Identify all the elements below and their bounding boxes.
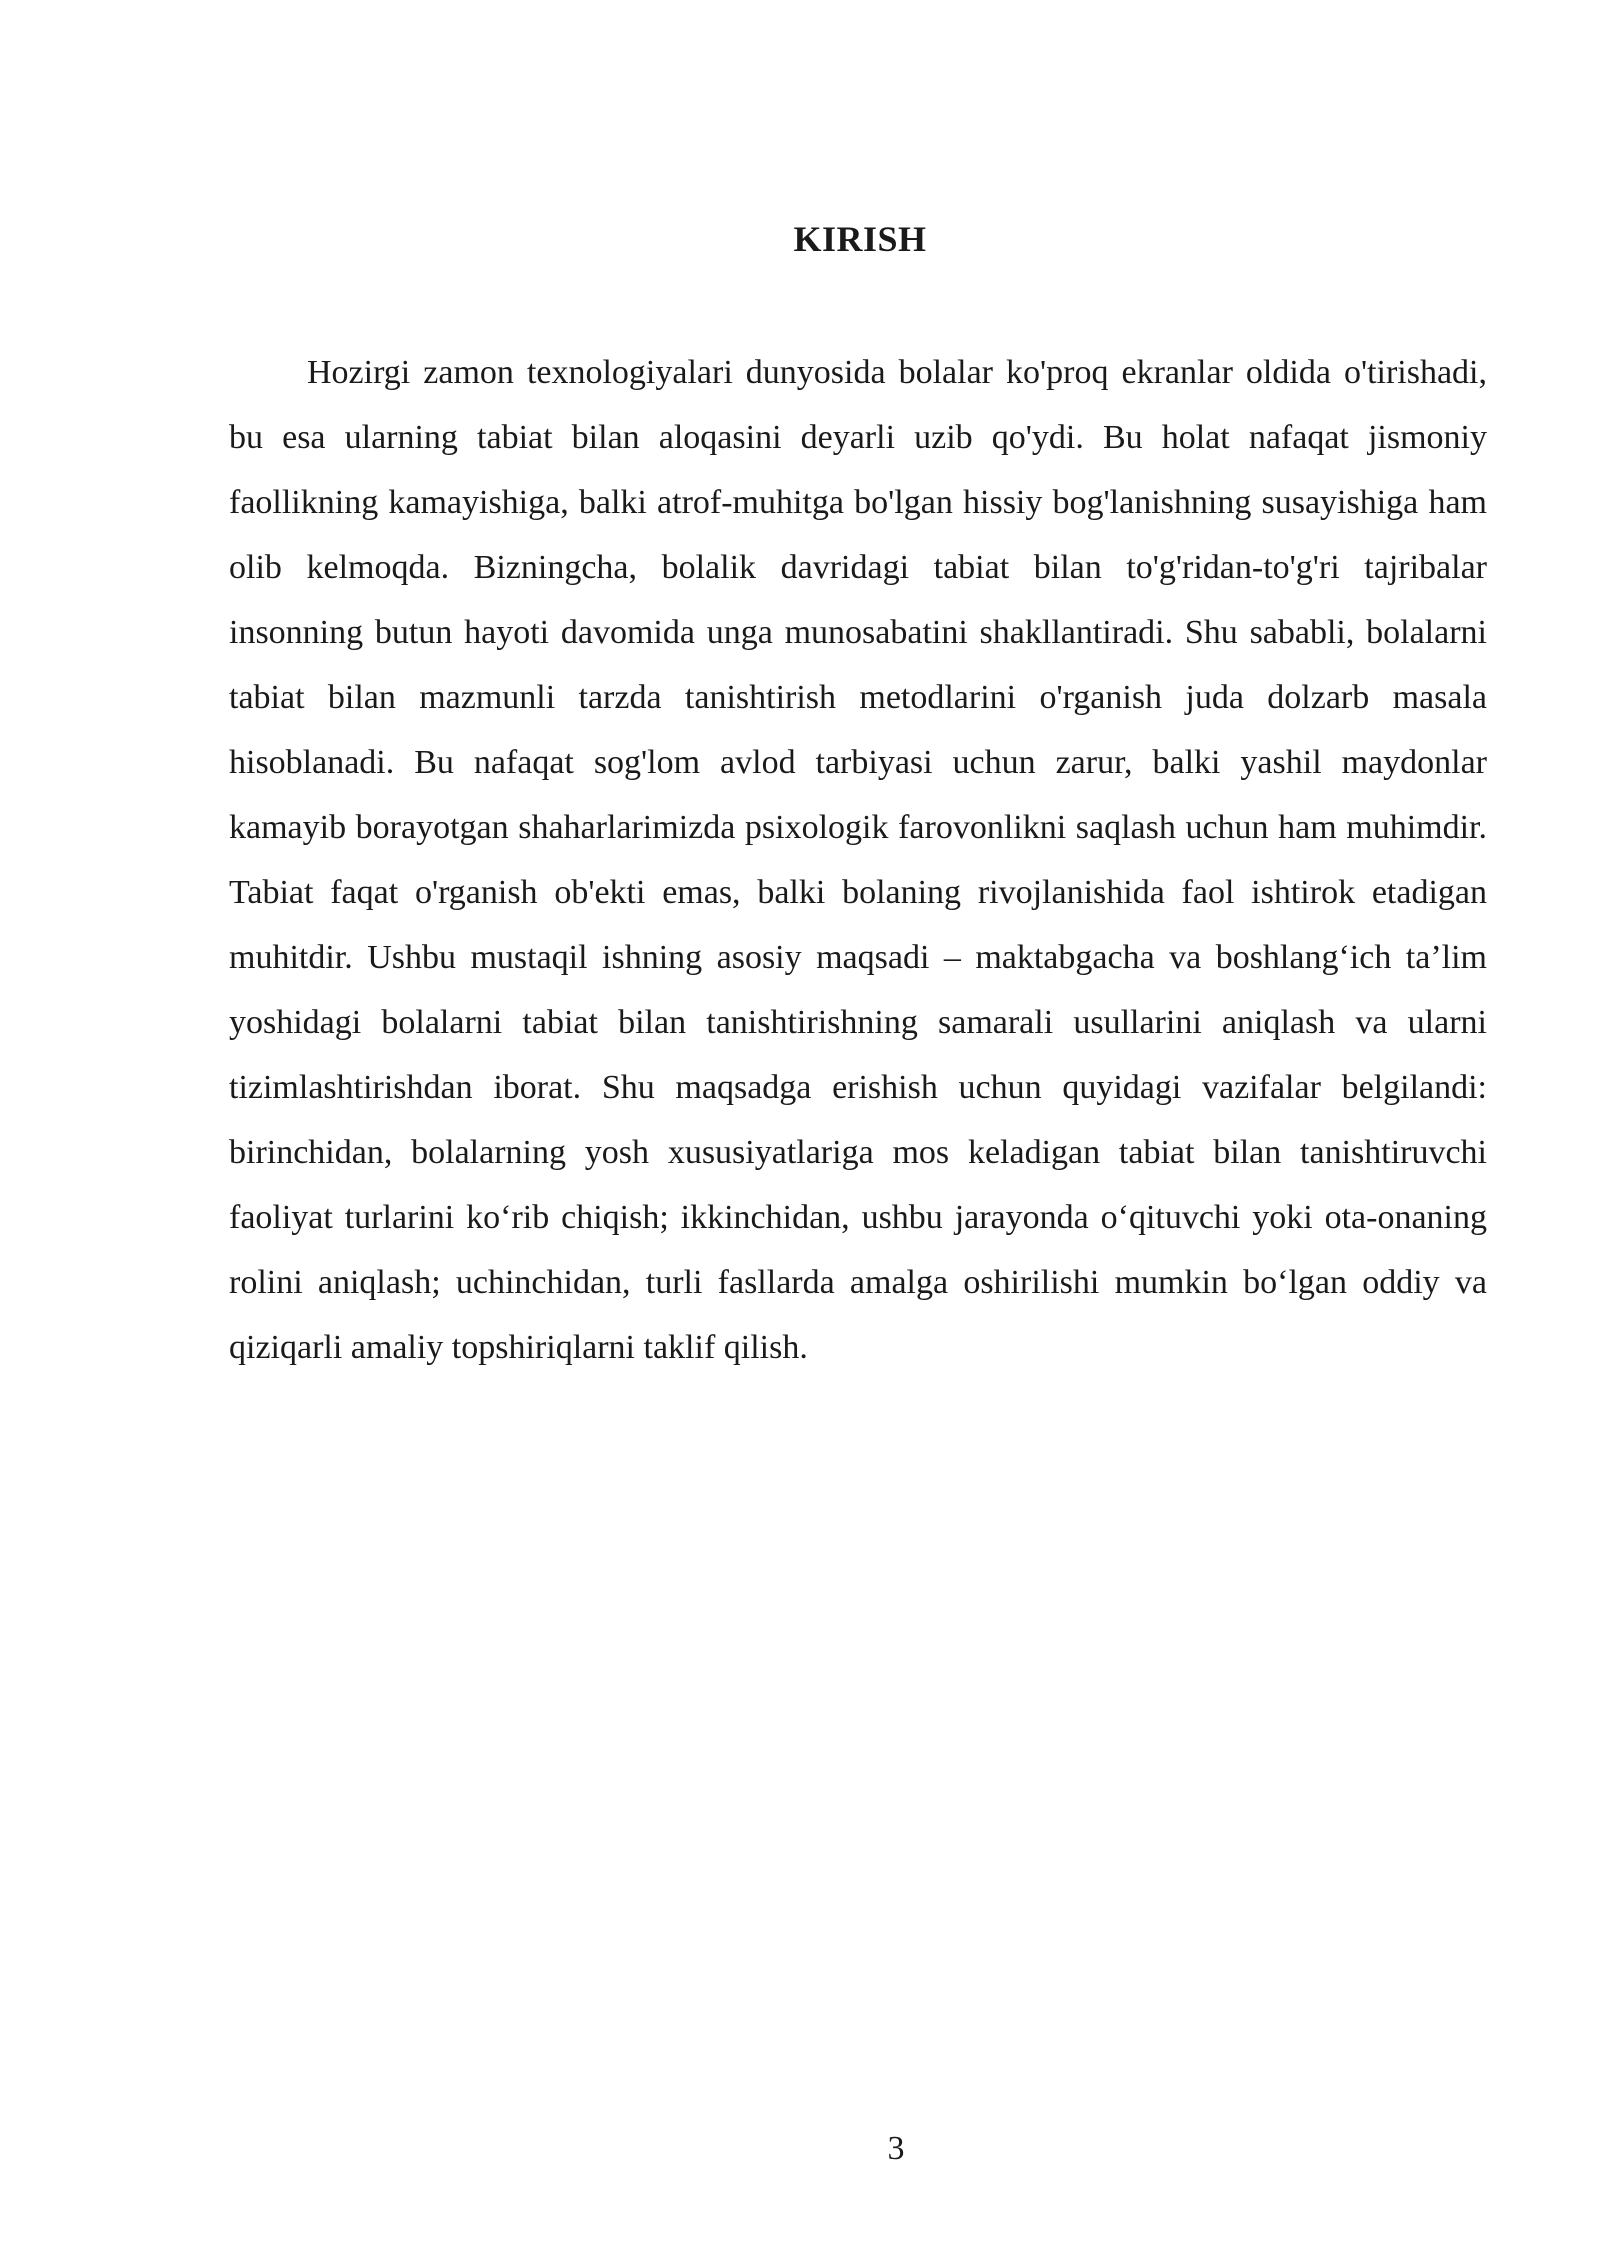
page-title: KIRISH (793, 219, 927, 259)
body-text (229, 340, 1487, 1380)
paragraph: Hozirgi zamon texnologiyalari dunyosida bolalar ko'proq ekranlar oldida o'tirishadi, bu esa ularning tabiat bilan aloqasini deyarli uzib qo'ydi. Bu holat nafaqat jismoniy faollikning kamayishiga, balki atrof-muhitga bo'lgan hissiy bog'lanishning susayishiga ham olib kelmoqda. Bizningcha, bolalik davridagi tabiat bilan to'g'ridan-to'g'ri tajribalar insonning butun hayoti davomida unga munosabatini shakllantiradi. Shu sababli, bolalarni tabiat bilan mazmunli tarzda tanishtirish metodlarini o'rganish juda dolzarb masala hisoblanadi. Bu nafaqat sog'lom avlod tarbiyasi uchun zarur, balki yashil maydonlar kamayib borayotgan shaharlarimizda psixologik farovonlikni saqlash uchun ham muhimdir. Tabiat faqat o'rganish ob'ekti emas, balki bolaning rivojlanishida faol ishtirok etadigan muhitdir. Ushbu mustaqil ishning asosiy maqsadi – maktabgacha va boshlang‘ich ta’lim yoshidagi bolalarni tabiat bilan tanishtirishning samarali usullarini aniqlash va ularni tizimlashtirishdan iborat. Shu maqsadga erishish uchun quyidagi vazifalar belgilandi: birinchidan, bolalarning yosh xususiyatlariga mos keladigan tabiat bilan tanishtiruvchi faoliyat turlarini ko‘rib chiqish; ikkinchidan, ushbu jarayonda o‘qituvchi yoki ota-onaning rolini aniqlash; uchinchidan, turli fasllarda amalga oshirilishi mumkin bo‘lgan oddiy va qiziqarli amaliy topshiriqlarni taklif qilish. (229, 354, 1487, 1366)
page-number: 3 (887, 2130, 905, 2167)
